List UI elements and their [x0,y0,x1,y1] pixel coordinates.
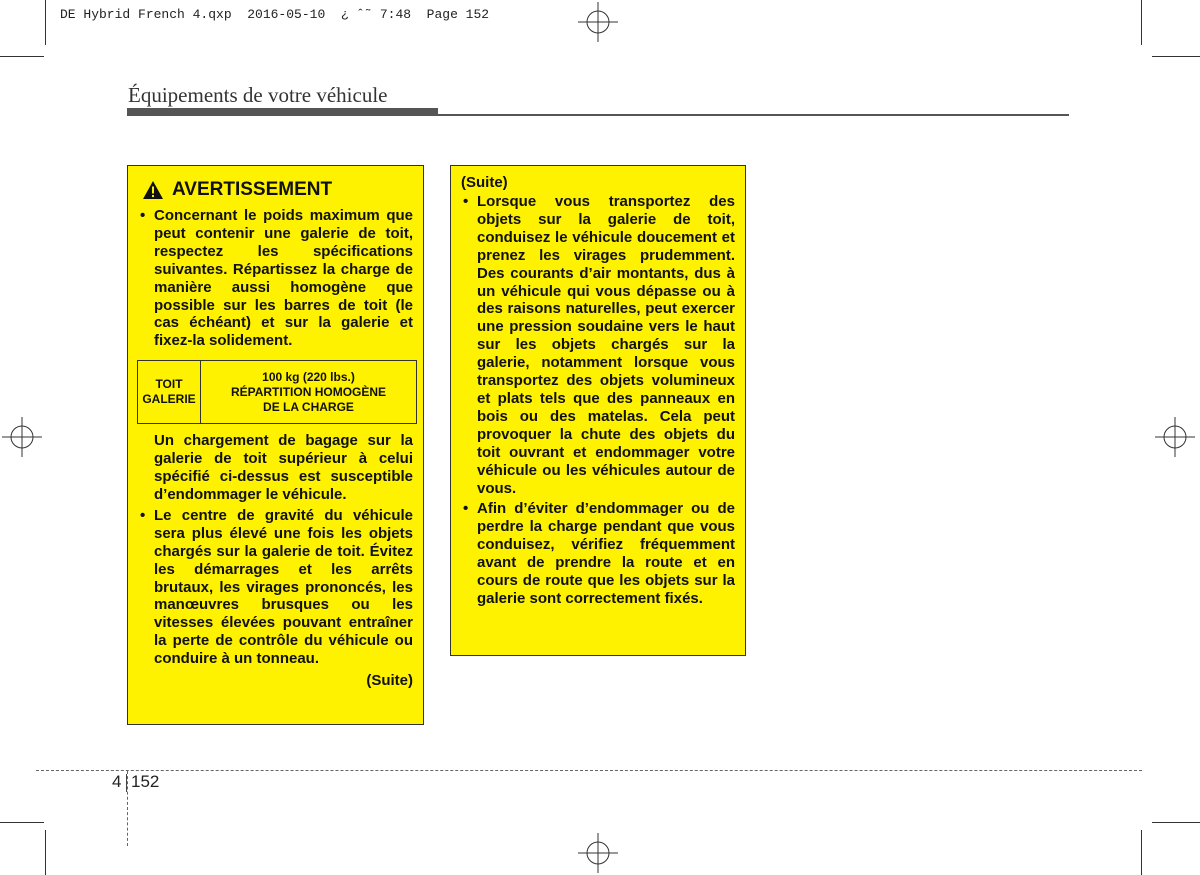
crop-mark-bottom-left-v [45,830,46,875]
title-rule-thick [127,108,438,116]
spec-table-value-cell [201,361,417,424]
table-row [138,361,417,424]
bullet-glyph: • [140,207,146,224]
warning-heading-text: AVERTISSEMENT [172,179,333,200]
chapter-number: 4 [112,772,122,791]
footer-dashed-vertical [127,771,128,846]
list-item [138,507,413,668]
continued-bullet-2: Afin d’éviter d’endommager ou de perdre la charge pendant que vous conduisez, vérifiez fréquemment avant de prendre la route et en cours de route que les objets sur la galerie sont correctement fixés. [477,500,735,607]
spec-value-line-2: RÉPARTITION HOMOGÈNE [230,384,387,399]
footer-dashed-rule [36,770,1142,771]
crop-mark-bottom-right-v [1141,830,1142,875]
continued-label: (Suite) [366,672,413,690]
warning-triangle-icon [142,180,164,200]
registration-mark-icon [578,2,618,42]
registration-mark-icon [1155,417,1195,457]
warning-box [127,165,424,725]
warning-heading [142,179,413,201]
registration-mark-icon [578,833,618,873]
print-header: DE Hybrid French 4.qxp 2016-05-10 ¿ ˆ˜ 7:48 Page 152 [60,7,490,22]
bullet-glyph: • [463,500,469,518]
bullet-glyph: • [463,193,469,210]
page-number: 152 [131,772,160,791]
crop-mark-bottom-right-h [1152,822,1200,823]
warning-bullet-2: Le centre de gravité du véhicule sera plus élevé une fois les objets chargés sur la galerie de toit. Évitez les démarrages et les arrêts brutaux, les virages prononcés, les manœuvres brusques ou les vitesses élevées pouvant entraîner la perte de contrôle du véhicule ou conduire à un tonneau. [154,506,413,668]
continued-from-label: (Suite) [461,174,508,191]
bullet-glyph: • [140,506,146,524]
spec-label-line-1: TOIT [155,377,183,392]
warning-bullet-1: Concernant le poids maximum que peut contenir une galerie de toit, respectez les spécifications suivantes. Répartissez la charge de manière aussi homogène que possible sur les barres de toit (le cas échéant) et sur la galerie et fixez-la solidement. [154,207,413,350]
list-item [138,207,413,350]
continued-bullet-1: Lorsque vous transportez des objets sur la galerie de toit, conduisez le véhicule doucement et prenez les virages prudemment. Des courants d’air montants, dus à un véhicule qui vous dépasse ou à des raisons naturelles, peut exercer une pression soudaine vers le haut sur les objets chargés sur la galerie, notamment lorsque vous transportez des objets volumineux et plats tels que des panneaux en bois ou des matelas. Cela peut provoquer la chute des objets du toit ouvrant et endommager votre véhicule ou les véhicules autour de vous. [477,193,735,497]
spec-value-line-1: 100 kg (220 lbs.) [262,369,355,384]
crop-mark-top-right-h [1152,56,1200,57]
spec-value-line-3: DE LA CHARGE [263,399,354,414]
crop-mark-top-left-h [0,56,44,57]
crop-mark-bottom-left-h [0,822,44,823]
spec-table [137,360,417,424]
list-item [461,193,735,497]
registration-mark-icon [2,417,42,457]
warning-paragraph: Un chargement de bagage sur la galerie de toit supérieur à celui spécifié ci-dessus est susceptible d’endommager le véhicule. [154,432,413,503]
spec-label-line-2: GALERIE [142,392,196,407]
crop-mark-top-right-v [1141,0,1142,45]
crop-mark-top-left-v [45,0,46,45]
title-rule-thin [438,114,1069,116]
page-number-divider [126,774,127,792]
continued-box [450,165,746,656]
spec-table-label-cell [138,361,201,424]
list-item [461,500,735,607]
section-title: Équipements de votre véhicule [128,83,388,107]
